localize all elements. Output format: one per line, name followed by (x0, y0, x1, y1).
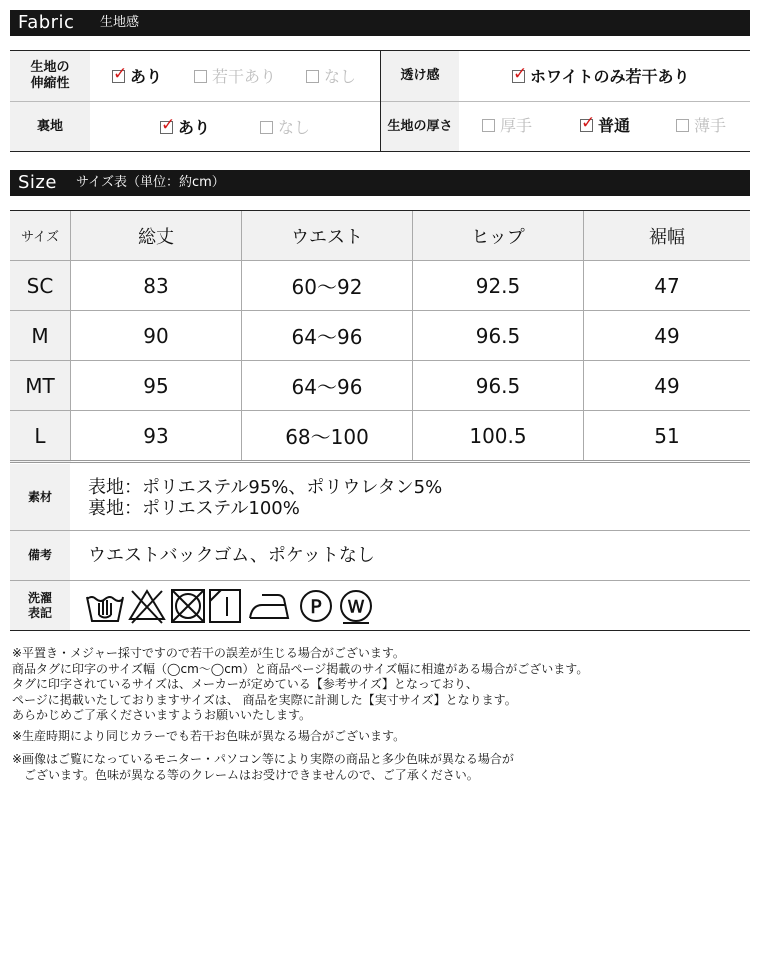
checkbox-icon (306, 70, 319, 83)
checkbox-checked-icon (580, 119, 593, 132)
lining-option-yes (160, 118, 210, 138)
option-label: 厚手 (500, 116, 533, 135)
option-label: 若干あり (212, 67, 277, 86)
table-cell: 92.5 (413, 261, 584, 311)
checkbox-icon (194, 70, 207, 83)
table-cell: 64〜96 (242, 361, 413, 411)
checkbox-icon (676, 119, 689, 132)
table-cell: 49 (584, 311, 751, 361)
checkbox-checked-icon (160, 121, 173, 134)
notes-block-2 (12, 729, 405, 745)
header-cell: 総丈 (71, 211, 242, 261)
table-row (10, 311, 750, 361)
table-cell: 47 (584, 261, 751, 311)
fabric-header-jp: 生地感 (100, 15, 140, 30)
stretch-option-slight (194, 67, 276, 87)
notes-block-1 (12, 646, 588, 724)
stretch-label-line2: 伸縮性 (30, 76, 70, 91)
table-cell: 96.5 (413, 361, 584, 411)
thickness-option-normal (580, 116, 630, 136)
size-header (10, 170, 750, 196)
option-label: ホワイトのみ若干あり (530, 67, 690, 86)
checkbox-icon (482, 119, 495, 132)
size-table-header-row (10, 211, 750, 261)
table-cell: 64〜96 (242, 311, 413, 361)
size-header-en: Size (18, 172, 57, 193)
note-line: あらかじめご了承くださいますようお願いいたします。 (12, 708, 312, 722)
checkbox-icon (260, 121, 273, 134)
remarks-text: ウエストバックゴム、ポケットなし (88, 545, 375, 566)
material-line2: 裏地：ポリエステル100% (88, 498, 300, 519)
option-label: 普通 (598, 116, 631, 135)
care-label-line2: 表記 (27, 605, 52, 620)
care-row (10, 581, 750, 631)
size-cell: M (10, 311, 71, 361)
svg-text:W: W (347, 597, 365, 618)
table-cell: 60〜92 (242, 261, 413, 311)
note-line: ページに掲載いたしておりますサイズは、 商品を実際に計測した【実寸サイズ】となります。 (12, 692, 517, 707)
table-cell: 96.5 (413, 311, 584, 361)
thickness-option-thin (676, 116, 726, 136)
checkbox-checked-icon (512, 70, 525, 83)
hand-wash-icon (87, 597, 123, 621)
header-cell: 裾幅 (584, 211, 751, 261)
table-cell: 49 (584, 361, 751, 411)
remarks-row (10, 531, 750, 581)
note-line: タグに印字されているサイズは、メーカーが定めている【参考サイズ】となっており、 (12, 677, 478, 691)
material-line1: 表地：ポリエステル95%、ポリウレタン5% (88, 477, 443, 498)
remarks-label: 備考 (10, 531, 70, 580)
note-line: 商品タグに印字のサイズ幅（◯cm〜◯cm）と商品ページ掲載のサイズ幅に相違がある場合がございます。 (12, 661, 589, 676)
table-cell: 68〜100 (242, 411, 413, 462)
svg-text:P: P (310, 596, 322, 618)
stretch-option-yes (112, 67, 162, 87)
header-cell: ヒップ (413, 211, 584, 261)
stretch-option-no (306, 67, 356, 87)
thickness-option-thick (482, 116, 532, 136)
option-label: なし (324, 67, 357, 86)
table-row (10, 361, 750, 411)
material-label: 素材 (10, 464, 70, 530)
table-cell: 100.5 (413, 411, 584, 462)
table-cell: 95 (71, 361, 242, 411)
header-cell: ウエスト (242, 211, 413, 261)
lining-option-no (260, 118, 310, 138)
header-cell: サイズ (10, 211, 71, 261)
table-cell: 90 (71, 311, 242, 361)
wet-clean-w-icon (341, 591, 371, 623)
option-label: あり (178, 118, 211, 137)
size-table (10, 210, 750, 463)
note-line: ※平置き・メジャー採寸ですので若干の誤差が生じる場合がございます。 (12, 646, 405, 660)
note-line: ※画像はご覧になっているモニター・パソコン等により実際の商品と多少色味が異なる場合が (12, 752, 514, 766)
iron-low-icon (250, 595, 288, 618)
no-tumble-dry-icon (172, 590, 204, 622)
fabric-header-en: Fabric (18, 12, 75, 33)
sheer-option (512, 67, 690, 87)
care-label (10, 581, 70, 630)
note-line: ※生産時期により同じカラーでも若干お色味が異なる場合がございます。 (12, 729, 406, 743)
care-symbols (84, 585, 374, 627)
table-row (10, 411, 750, 462)
fabric-header (10, 10, 750, 36)
table-cell: 93 (71, 411, 242, 462)
dry-clean-p-icon (301, 591, 331, 621)
table-cell: 51 (584, 411, 751, 462)
table-cell: 83 (71, 261, 242, 311)
note-line: ございます。色味が異なる等のクレームはお受けできませんので、ご了承ください。 (12, 767, 479, 782)
size-header-jp: サイズ表（単位：約cm） (76, 175, 225, 190)
line-dry-shade-icon (210, 590, 240, 622)
lining-label: 裏地 (10, 102, 90, 151)
option-label: 薄手 (694, 116, 727, 135)
sheer-label: 透け感 (381, 51, 459, 101)
option-label: なし (278, 118, 311, 137)
notes-block-3 (12, 752, 514, 783)
size-cell: L (10, 411, 71, 462)
material-row (10, 464, 750, 531)
stretch-label (10, 51, 90, 101)
size-cell: MT (10, 361, 71, 411)
thickness-label: 生地の厚さ (381, 102, 459, 151)
checkbox-checked-icon (112, 70, 125, 83)
care-label-line1: 洗濯 (27, 590, 52, 605)
option-label: あり (130, 67, 163, 86)
table-row (10, 261, 750, 311)
no-bleach-icon (130, 591, 164, 623)
stretch-label-line1: 生地の (30, 60, 70, 75)
material-text (88, 477, 442, 519)
size-cell: SC (10, 261, 71, 311)
fabric-table (10, 50, 750, 152)
